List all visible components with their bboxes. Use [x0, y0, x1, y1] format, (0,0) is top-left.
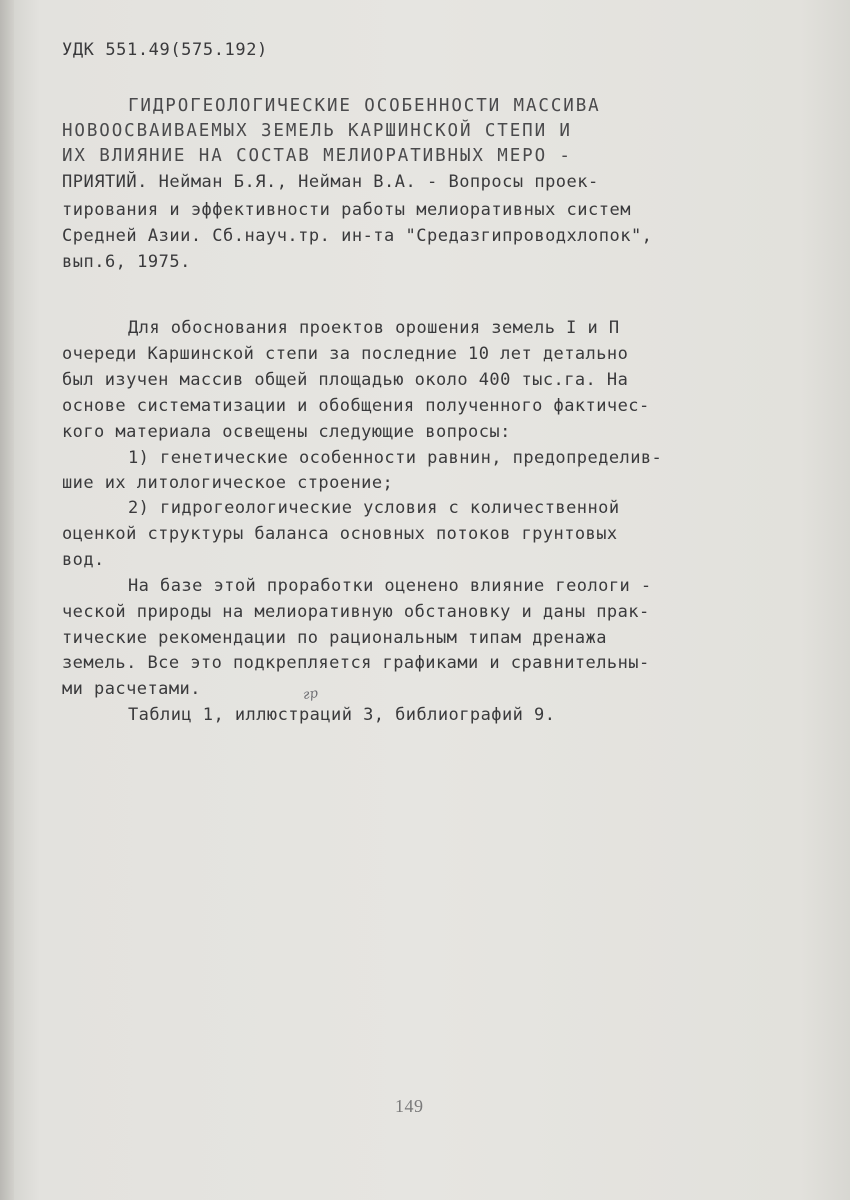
- page-number: 149: [395, 1096, 424, 1116]
- reference-line-2: тирования и эффективности работы мелиоративных систем: [62, 200, 631, 220]
- conclusion-line-3: тические рекомендации по рациональным типам дренажа: [62, 628, 607, 648]
- reference-line-4: вып.6, 1975.: [62, 252, 191, 272]
- page-binding-edge: [0, 0, 14, 1200]
- conclusion-line-2: ческой природы на мелиоративную обстановку и даны прак-: [62, 602, 650, 622]
- list-item-2-line-2: оценкой структуры баланса основных потоков грунтовых: [62, 524, 618, 544]
- list-item-1-line-2: шие их литологическое строение;: [62, 473, 394, 493]
- title-line-1: ГИДРОГЕОЛОГИЧЕСКИЕ ОСОБЕННОСТИ МАССИВА: [128, 96, 601, 116]
- abstract-line-3: был изучен массив общей площадью около 400 тыс.га. На: [62, 370, 629, 390]
- reference-line-1: ПРИЯТИЙ. Нейман Б.Я., Нейман В.А. - Вопросы проек-: [62, 172, 599, 192]
- abstract-line-4: основе систематизации и обобщения полученного фактичес-: [62, 396, 650, 416]
- list-item-1-line-1: 1) генетические особенности равнин, предопределив-: [128, 448, 663, 468]
- title-line-2: НОВООСВАИВАЕМЫХ ЗЕМЕЛЬ КАРШИНСКОЙ СТЕПИ И: [62, 121, 572, 141]
- conclusion-line-1: На базе этой проработки оценено влияние геологи -: [128, 576, 652, 596]
- abstract-line-5: кого материала освещены следующие вопросы:: [62, 422, 511, 442]
- abstract-line-1: Для обоснования проектов орошения земель I и П: [128, 318, 620, 338]
- udc-code: УДК 551.49(575.192): [62, 40, 268, 60]
- reference-line-3: Средней Азии. Сб.науч.тр. ин-та "Средазгипроводхлопок",: [62, 226, 653, 246]
- abstract-line-2: очереди Каршинской степи за последние 10 лет детально: [62, 344, 629, 364]
- list-item-2-line-1: 2) гидрогеологические условия с количественной: [128, 498, 620, 518]
- title-line-3: ИХ ВЛИЯНИЕ НА СОСТАВ МЕЛИОРАТИВНЫХ МЕРО -: [62, 146, 572, 166]
- conclusion-line-5: ми расчетами.: [62, 679, 201, 699]
- conclusion-line-4: земель. Все это подкрепляется графиками и сравнительны-: [62, 653, 650, 673]
- handwritten-note: гр: [302, 686, 319, 703]
- statistics-line: Таблиц 1, иллюстраций 3, библиографий 9.: [128, 705, 556, 725]
- list-item-2-line-3: вод.: [62, 550, 105, 570]
